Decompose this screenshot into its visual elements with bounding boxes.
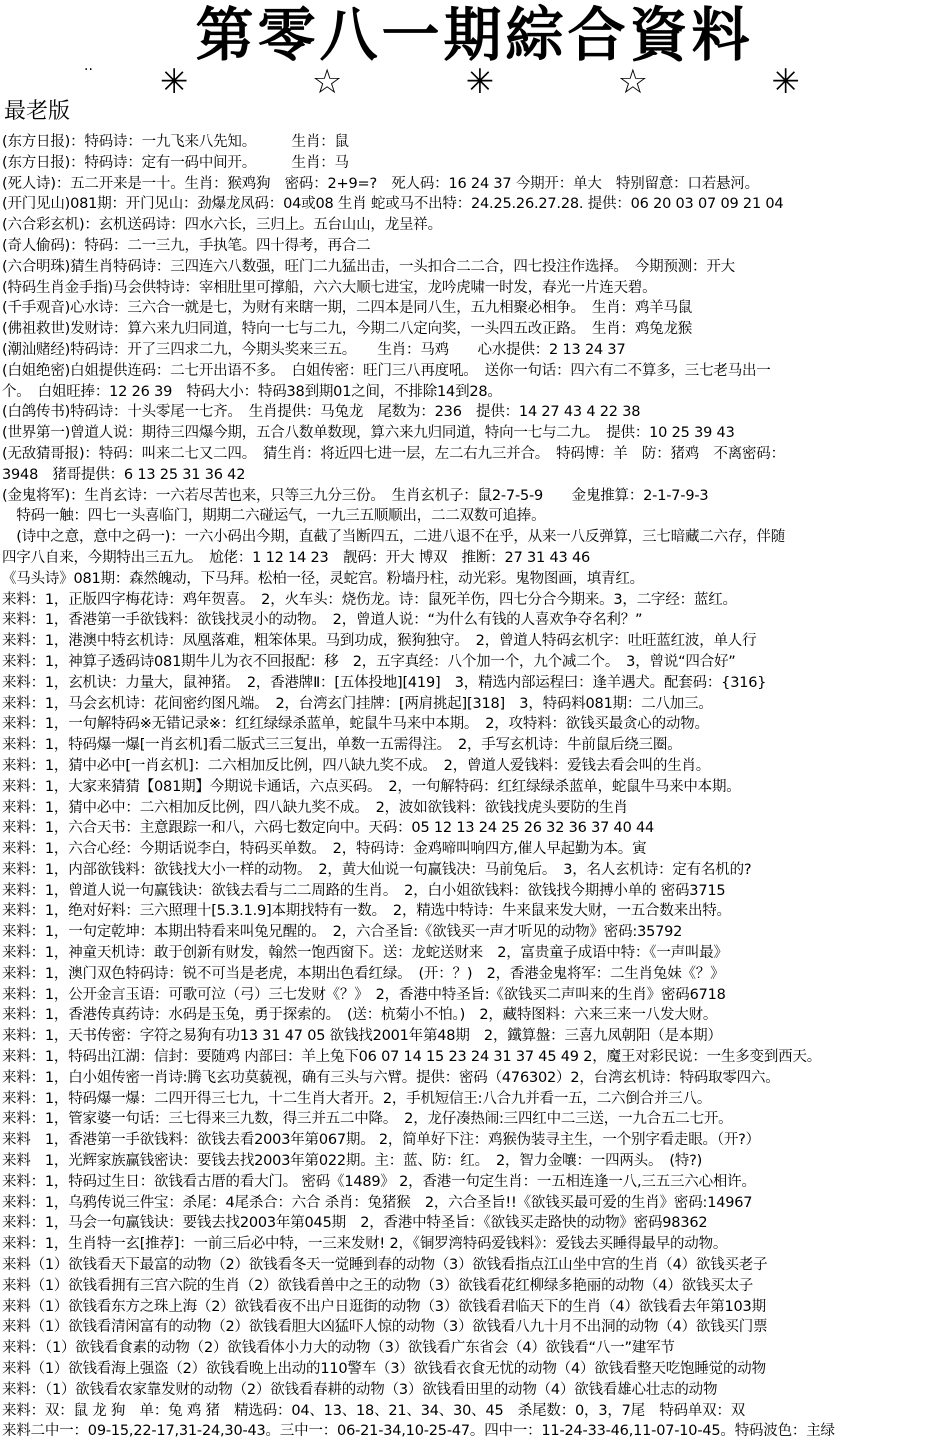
text-line: 来料：1，正版四字梅花诗：鸡年贺喜。 2，火车头：烧伤龙。诗：鼠死羊伤，四七分合今期来。3，二字经：蓝红。 — [2, 591, 737, 608]
text-line: (世界第一)曾道人说：期待三四爆今期，五合八数单数现，算六来九归同道，特向一七与二九。 提供：10 25 39 43 — [2, 425, 735, 442]
text-line: 来料二中一：09-15,22-17,31-24,30-43。三中一：06-21-34,10-25-47。四中一：11-24-33-46,11-07-10-45。特码波色：主绿 — [2, 1423, 835, 1440]
text-line: (奇人偷码)：特码：二一三九，手执笔。四十得考，再合二 — [2, 237, 371, 254]
text-line: 来料：1，玄机诀：力量大，鼠神猪。 2，香港牌Ⅱ：[五体投地][419] 3，精选内部运程曰：逢羊遇犬。配套码：{316} — [2, 674, 767, 691]
text-line: 来料：1，乌鸦传说三件宝：杀尾：4尾杀合：六合 杀肖：兔猪猴 2，六合圣旨!!《欲钱买最可爱的生肖》密码:14967 — [2, 1194, 753, 1211]
text-line: 来料（1）欲钱看天下最富的动物（2）欲钱看冬天一觉睡到春的动物（3）欲钱看指点江山坐中宫的生肖（4）欲钱买老子 — [2, 1257, 768, 1274]
text-line: (六合明珠)猜生肖特码诗：三四连六八数强，旺门二九猛出击，一头扣合二二合，四七投注作选择。 今期预测：开大 — [2, 258, 735, 275]
star-ornament-row — [160, 62, 800, 102]
text-line: 来料：1，管家婆一句话：三七得来三九数，得三并五二中降。 2，龙仔凑热闹:三四红中二三送，一九合五二七开。 — [2, 1111, 733, 1128]
text-line: 来料（1）欲钱看东方之珠上海（2）欲钱看夜不出户日逛街的动物（3）欲钱看君临天下的生肖（4）欲钱看去年第103期 — [2, 1298, 766, 1315]
text-line: 《马头诗》081期：森然魄动，下马拜。松柏一径，灵蛇宫。粉墙丹柱，动光彩。鬼物图画，填青红。 — [2, 570, 644, 587]
text-line: 来料：1，神算子透码诗081期牛儿为衣不回报配：移 2，五字真经：八个加一个，九个减二个。 3，曾说“四合好” — [2, 653, 736, 670]
text-line: 来料：1，曾道人说一句赢钱诀：欲钱去看与二二周路的生肖。 2，白小姐欲钱料：欲钱找今期搏小单的 密码3715 — [2, 882, 726, 899]
edition-label: 最老版 — [4, 99, 71, 124]
text-line: (千手观音)心水诗：三六合一就是七，为财有来瞎一期，二四本是同八生，五九相聚必相争。 生肖：鸡羊马鼠 — [2, 300, 693, 317]
text-line: (潮汕赌经)特码诗：开了三四求二九，今期头奖来三五。 生肖：马鸡 心水提供：2 13 24 37 — [2, 341, 626, 358]
text-line: (特码生肖金手指)马会供特诗：宰相肚里可撑船，六六大顺七进宝，龙吟虎啸一时发，春光一片连天碧。 — [2, 279, 657, 296]
decorative-dots: .. — [84, 58, 93, 74]
text-line: 来料：1，猜中必中：二六相加反比例，四八缺九奖不成。 2，波如欲钱料：欲钱找虎头要防的生肖 — [2, 799, 628, 816]
text-line: 来料：1，六合心经：今期话说李白，特码买单数。 2，特码诗：金鸡啼叫响四方,催人早起勤为本。寅 — [2, 841, 647, 858]
text-line: 来料：1，一句定乾坤：本期出特看来叫兔兄醒的。 2，六合圣旨:《欲钱买一声才听见的动物》密码:35792 — [2, 924, 683, 941]
text-line: 来料：1，猜中必中[一肖玄机]：二六相加反比例，四八缺九奖不成。 2，曾道人爱钱料：爱钱去看会叫的生肖。 — [2, 757, 711, 774]
text-line: 来料：1，六合天书：主意跟踪一和八，六码七数定向中。天码：05 12 13 24 25 26 32 36 37 40 44 — [2, 820, 655, 837]
text-line: 来料：（1）欲钱看农家靠发财的动物（2）欲钱看春耕的动物（3）欲钱看田里的动物（4）欲钱看雄心壮志的动物 — [2, 1381, 718, 1398]
text-line: 来料：1，白小姐传密一肖诗:腾飞玄功莫藐视，确有三头与六臂。提供：密码（476302）2，台湾玄机诗：特码取零四六。 — [2, 1069, 780, 1086]
text-line: (诗中之意，意中之码一)：一六小码出今期，直截了当断四五，二进八退不在乎，从来一八反弹算，三七暗藏二六存，伴随 — [2, 529, 786, 546]
text-line: 来料（1）欲钱看拥有三宫六院的生肖（2）欲钱看兽中之王的动物（3）欲钱看花红柳绿多艳丽的动物（4）欲钱买太子 — [2, 1277, 754, 1294]
text-line: 来料：1，香港第一手欲钱料：欲钱找灵小的动物。 2，曾道人说：“为什么有钱的人喜欢争夺名利？” — [2, 612, 643, 629]
text-line: 来料 1，香港第一手欲钱料：欲钱去看2003年第067期。 2，简单好下注：鸡猴伪装寻主生，一个别字看走眼。（开?） — [2, 1132, 760, 1149]
asterisk-icon: ✳ — [771, 62, 800, 102]
text-line: (无敌猜哥报)：特码：叫来二七又二四。 猜生肖：将近四七进一层，左二右九三并合。 特码博：羊 防：猪鸡 不离密码： — [2, 445, 785, 462]
text-line: (佛祖救世)发财诗：算六来九归同道，特向一七与二九，今期二八定向奖，一头四五改正路。 生肖：鸡兔龙猴 — [2, 321, 693, 338]
text-line: 来料：1，内部欲钱料：欲钱找大小一样的动物。 2，黄大仙说一句赢钱决：马前兔后。 3，名人玄机诗：定有名机的? — [2, 861, 752, 878]
text-line: 来料：双：鼠 龙 狗 单：兔 鸡 猪 精选码：04、13、18、21、34、30、45 杀尾数：0，3，7尾 特码单双：双 — [2, 1402, 746, 1419]
text-line: 3948 猪哥提供：6 13 25 31 36 42 — [2, 466, 246, 483]
star-icon: ☆ — [311, 62, 343, 102]
page-title: 第零八一期綜合資料 — [195, 1, 754, 69]
text-line: 来料：1，港澳中特玄机诗：凤凰落难，粗笨体果。马到功成，猴狗独守。 2，曾道人特码玄机字：吐旺蓝红波，单人行 — [2, 633, 757, 650]
text-line: 特码一触：四七一头喜临门，期期二六碰运气，一九三五顺顺出，二二双数可追捧。 — [2, 508, 546, 525]
text-line: 来料：（1）欲钱看食素的动物（2）欲钱看体小力大的动物（3）欲钱看广东省会（4）欲钱看“八一”建军节 — [2, 1340, 675, 1357]
text-line: 来料：1，绝对好料：三六照理十[5.3.1.9]本期找特有一数。 2，精选中特诗：牛来鼠来发大财，一五合数来出特。 — [2, 903, 731, 920]
text-line: (白姐绝密)白姐提供连码：二七开出语不多。 白姐传密：旺门三八再度吼。 送你一句话：四六有二不算多，三七老马出一 — [2, 362, 771, 379]
text-line: 来料 1，光辉家族赢钱密诀：要钱去找2003年第022期。主：蓝、防：红。 2，智力金嚷：一四两头。 (特?) — [2, 1153, 703, 1170]
text-line: (东方日报)：特码诗：定有一码中间开。 生肖：马 — [2, 154, 349, 171]
text-line: 来料：1，澳门双色特码诗：锐不可当是老虎，本期出色看红绿。 (开：？) 2，香港金鬼将军：二生肖兔妹《？》 — [2, 965, 725, 982]
asterisk-icon: ✳ — [465, 62, 495, 102]
text-line: 来料：1，特码爆一爆[一肖玄机]看二版式三三复出，单数一五需得注。 2，手写玄机诗：牛前鼠后绕三圈。 — [2, 737, 682, 754]
text-line: 来料：1，神童天机诗：敢于创新有财发，翰然一饱西窗下。送：龙蛇送财来 2，富贵童子成语中特：《一声叫最》 — [2, 945, 728, 962]
star-icon: ☆ — [617, 62, 649, 102]
text-line: (东方日报)：特码诗：一九飞来八先知。 生肖：鼠 — [2, 134, 349, 150]
asterisk-icon: ✳ — [160, 62, 189, 102]
text-line: 四字八自来，今期特出三五九。 尬佬：1 12 14 23 靓码：开大 博双 推断：27 31 43 46 — [2, 549, 590, 566]
text-line: 来料（1）欲钱看清闲富有的动物（2）欲钱看胆大凶猛吓人惊的动物（3）欲钱看八九十月不出洞的动物（4）欲钱买门票 — [2, 1319, 768, 1336]
text-line: 来料（1）欲钱看海上强盗（2）欲钱看晚上出动的110警车（3）欲钱看衣食无忧的动物（4）欲钱看整天吃饱睡觉的动物 — [2, 1361, 766, 1378]
text-line: 来料：1，特码过生日：欲钱看古厝的看大门。 密码《1489》 2，香港一句定生肖：一五相连逢一八,三五三六心相许。 — [2, 1173, 756, 1190]
text-line: 来料：1，马会一句赢钱诀：要钱去找2003年第045期 2，香港中特圣旨：《欲钱买走路快的动物》密码98362 — [2, 1215, 708, 1232]
text-line: 来料：1，天书传密：字符之易狗有功13 31 47 05 欲钱找2001年第48期 2，鐵算盤：三喜九凤朝阳（是本期） — [2, 1028, 722, 1045]
text-line: (金鬼将军)：生肖玄诗：一六若尽苦也来，只等三九分三份。 生肖玄机子：鼠2-7-5-9 金鬼推算：2-1-7-9-3 — [2, 487, 709, 504]
text-line: 来料：1，特码爆一爆：二四开得三七九，十二生肖大者开。2，手机短信王:八合九并看一五，二六倒合并三八。 — [2, 1090, 712, 1107]
text-line: 来料：1，特码出江湖：信封：要随鸡 内部曰：羊上兔下06 07 14 15 23 24 31 37 45 49 2，魔王对彩民说：一生多变到西天。 — [2, 1049, 822, 1066]
text-line: (白鸽传书)特码诗：十头零尾一七齐。 生肖提供：马兔龙 尾数为：236 提供：14 27 43 4 22 38 — [2, 404, 641, 421]
text-line: 个。 白姐旺捧：12 26 39 特码大小：特码38到期01之间，不排除14到28。 — [2, 383, 502, 400]
text-line: 来料：1，生肖特一玄[推荐]：一前三后必中特，一三来发财! 2，《铜罗湾特码爱钱料》：爱钱去买睡得最早的动物。 — [2, 1236, 728, 1253]
document-body — [2, 132, 947, 1442]
text-line: (开门见山)081期：开门见山：劲爆龙凤码：04或08 生肖 蛇或马不出特：24.25.26.27.28. 提供：06 20 03 07 09 21 04 — [2, 196, 784, 213]
text-line: 来料：1，一句解特码※无错记录※：红红绿绿杀蓝单，蛇鼠牛马来中本期。 2，攻特料：欲钱买最贪心的动物。 — [2, 716, 709, 733]
text-line: 来料：1，香港传真药诗：水码是玉兔，勇于探索的。 (送：杭菊小不怕。) 2，藏特图料：六来三来一八发大财。 — [2, 1007, 718, 1024]
text-line: 来料：1，公开金言玉语：可歌可泣（弓）三七发财《？》 2，香港中特圣旨:《欲钱买二声叫来的生肖》密码6718 — [2, 986, 726, 1003]
text-line: 来料：1，马会玄机诗：花间密约图凡端。 2，台湾玄门挂牌：[两肩挑起][318] 3，特码料081期：二八加三。 — [2, 695, 713, 712]
text-line: (六合彩玄机)：玄机送码诗：四水六长，三归上。五台山山，龙呈祥。 — [2, 217, 442, 234]
text-line: (死人诗)：五二开来是一十。生肖：猴鸡狗 密码：2+9=? 死人码：16 24 37 今期开：单大 特别留意：口若悬河。 — [2, 175, 759, 192]
text-line: 来料：1，大家来猜猜【081期】今期说卡通话，六点买码。 2，一句解特码：红红绿绿杀蓝单，蛇鼠牛马来中本期。 — [2, 778, 741, 795]
